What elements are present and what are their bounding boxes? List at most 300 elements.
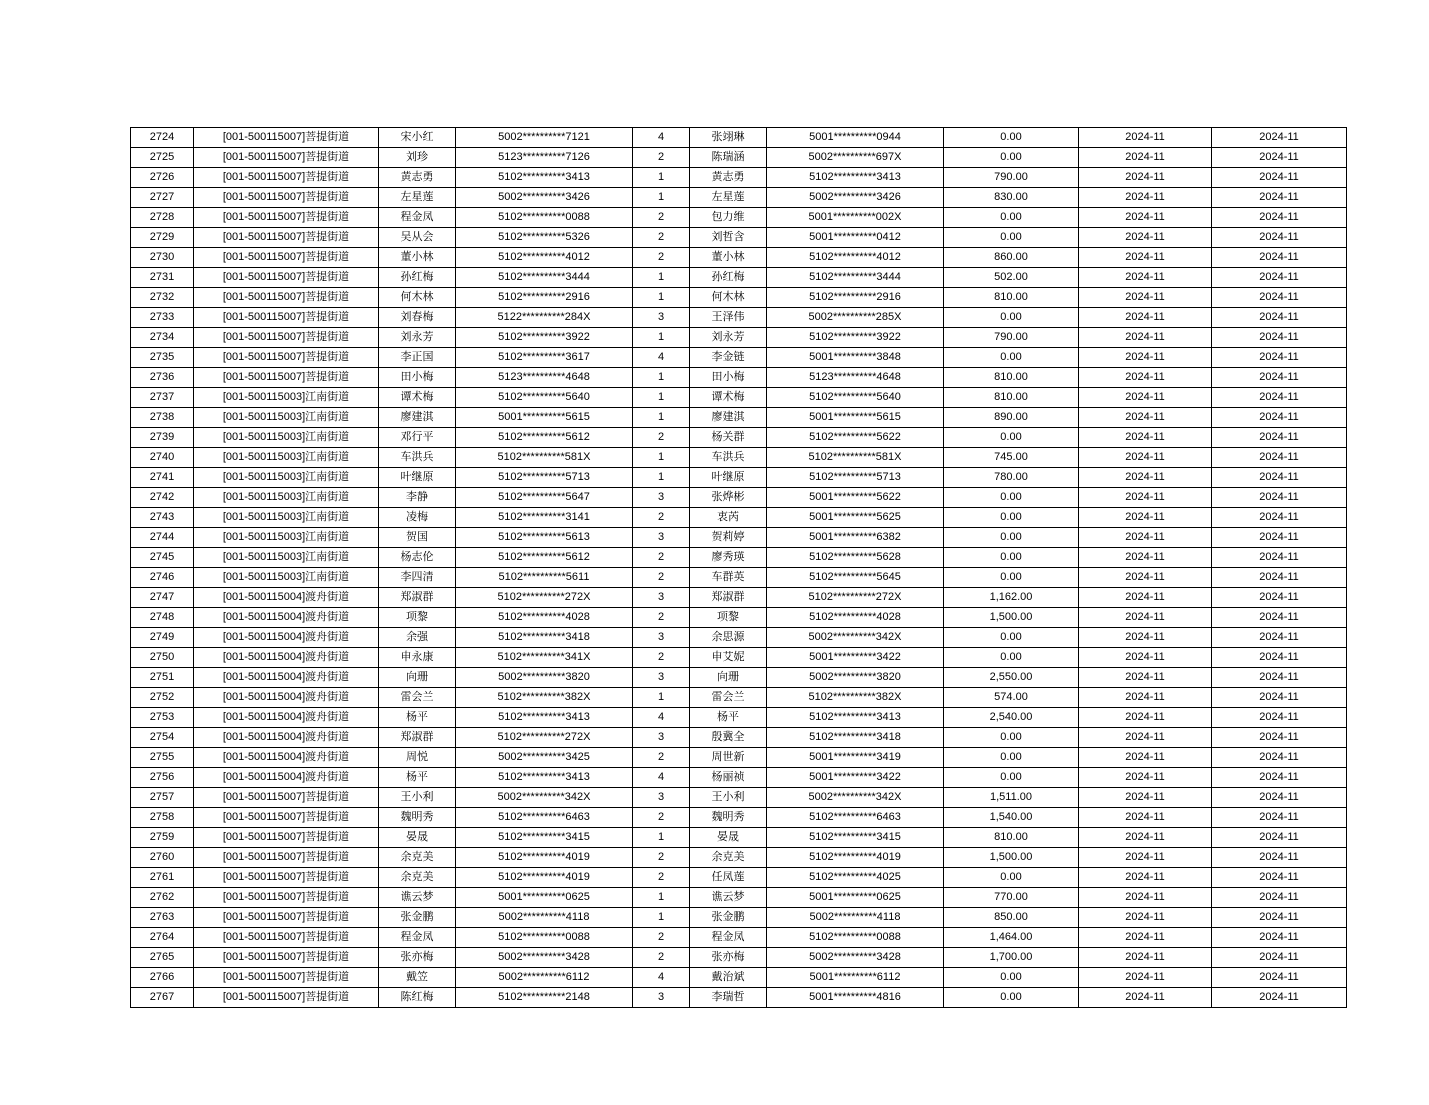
- table-row: [131, 428, 1347, 448]
- cell-org: [001-500115003]江南街道: [194, 528, 379, 548]
- table-row: [131, 948, 1347, 968]
- cell-period: 2024-11: [1079, 608, 1212, 628]
- table-row: [131, 228, 1347, 248]
- cell-seq: 2745: [131, 548, 194, 568]
- cell-org: [001-500115007]菩提街道: [194, 288, 379, 308]
- cell-period: 2024-11: [1079, 888, 1212, 908]
- cell-period2: 2024-11: [1212, 248, 1347, 268]
- cell-name: 程金凤: [379, 928, 456, 948]
- cell-id2: 5001**********3419: [767, 748, 944, 768]
- cell-org: [001-500115007]菩提街道: [194, 308, 379, 328]
- cell-period2: 2024-11: [1212, 528, 1347, 548]
- cell-name2: 黄志勇: [690, 168, 767, 188]
- cell-count: 2: [633, 148, 690, 168]
- cell-seq: 2760: [131, 848, 194, 868]
- cell-id: 5102**********0088: [456, 928, 633, 948]
- cell-name: 申永康: [379, 648, 456, 668]
- cell-org: [001-500115007]菩提街道: [194, 348, 379, 368]
- cell-seq: 2729: [131, 228, 194, 248]
- cell-period: 2024-11: [1079, 948, 1212, 968]
- cell-org: [001-500115004]渡舟街道: [194, 668, 379, 688]
- table-row: [131, 748, 1347, 768]
- cell-period: 2024-11: [1079, 788, 1212, 808]
- cell-period: 2024-11: [1079, 148, 1212, 168]
- cell-id2: 5102**********3413: [767, 708, 944, 728]
- cell-seq: 2726: [131, 168, 194, 188]
- cell-seq: 2741: [131, 468, 194, 488]
- cell-org: [001-500115007]菩提街道: [194, 808, 379, 828]
- cell-period2: 2024-11: [1212, 548, 1347, 568]
- cell-name2: 杨平: [690, 708, 767, 728]
- cell-period2: 2024-11: [1212, 748, 1347, 768]
- cell-name2: 任凤莲: [690, 868, 767, 888]
- cell-amount: 2,550.00: [944, 668, 1079, 688]
- cell-id2: 5001**********6112: [767, 968, 944, 988]
- cell-count: 1: [633, 268, 690, 288]
- cell-seq: 2764: [131, 928, 194, 948]
- cell-id2: 5102**********3444: [767, 268, 944, 288]
- table-row: [131, 708, 1347, 728]
- cell-amount: 890.00: [944, 408, 1079, 428]
- cell-name: 刘永芳: [379, 328, 456, 348]
- cell-id2: 5102**********4028: [767, 608, 944, 628]
- cell-org: [001-500115007]菩提街道: [194, 968, 379, 988]
- table-row: [131, 248, 1347, 268]
- cell-id: 5002**********7121: [456, 128, 633, 148]
- cell-id: 5102**********2148: [456, 988, 633, 1008]
- cell-seq: 2731: [131, 268, 194, 288]
- cell-name2: 车洪兵: [690, 448, 767, 468]
- cell-period2: 2024-11: [1212, 808, 1347, 828]
- cell-id2: 5002**********3428: [767, 948, 944, 968]
- cell-id: 5102**********5326: [456, 228, 633, 248]
- table-row: [131, 348, 1347, 368]
- cell-org: [001-500115007]菩提街道: [194, 228, 379, 248]
- table-row: [131, 828, 1347, 848]
- cell-amount: 0.00: [944, 308, 1079, 328]
- cell-org: [001-500115003]江南街道: [194, 468, 379, 488]
- cell-period: 2024-11: [1079, 248, 1212, 268]
- cell-org: [001-500115007]菩提街道: [194, 868, 379, 888]
- cell-name2: 张烨彬: [690, 488, 767, 508]
- cell-period2: 2024-11: [1212, 128, 1347, 148]
- cell-seq: 2747: [131, 588, 194, 608]
- cell-seq: 2743: [131, 508, 194, 528]
- cell-amount: 0.00: [944, 988, 1079, 1008]
- cell-id2: 5002**********3820: [767, 668, 944, 688]
- cell-name2: 衷芮: [690, 508, 767, 528]
- cell-id: 5102**********341X: [456, 648, 633, 668]
- records-table-body: [131, 128, 1347, 1008]
- cell-id2: 5001**********0625: [767, 888, 944, 908]
- cell-count: 2: [633, 848, 690, 868]
- cell-seq: 2754: [131, 728, 194, 748]
- cell-id2: 5001**********0412: [767, 228, 944, 248]
- cell-name: 吴从会: [379, 228, 456, 248]
- cell-period2: 2024-11: [1212, 568, 1347, 588]
- cell-id2: 5102**********6463: [767, 808, 944, 828]
- cell-org: [001-500115007]菩提街道: [194, 848, 379, 868]
- cell-name: 余克美: [379, 868, 456, 888]
- cell-name: 刘春梅: [379, 308, 456, 328]
- cell-seq: 2740: [131, 448, 194, 468]
- cell-count: 2: [633, 568, 690, 588]
- cell-id2: 5102**********5640: [767, 388, 944, 408]
- table-row: [131, 928, 1347, 948]
- cell-name: 田小梅: [379, 368, 456, 388]
- cell-org: [001-500115007]菩提街道: [194, 828, 379, 848]
- cell-amount: 850.00: [944, 908, 1079, 928]
- cell-name2: 张翊琳: [690, 128, 767, 148]
- cell-seq: 2739: [131, 428, 194, 448]
- cell-period: 2024-11: [1079, 468, 1212, 488]
- table-row: [131, 268, 1347, 288]
- cell-period: 2024-11: [1079, 928, 1212, 948]
- table-row: [131, 628, 1347, 648]
- cell-amount: 770.00: [944, 888, 1079, 908]
- table-row: [131, 488, 1347, 508]
- cell-period2: 2024-11: [1212, 228, 1347, 248]
- cell-name: 魏明秀: [379, 808, 456, 828]
- table-row: [131, 648, 1347, 668]
- records-table: [130, 127, 1347, 1008]
- cell-count: 1: [633, 388, 690, 408]
- cell-id: 5102**********5613: [456, 528, 633, 548]
- cell-id: 5102**********272X: [456, 588, 633, 608]
- cell-period2: 2024-11: [1212, 688, 1347, 708]
- cell-name: 郑淑群: [379, 728, 456, 748]
- cell-count: 1: [633, 688, 690, 708]
- cell-amount: 1,162.00: [944, 588, 1079, 608]
- cell-org: [001-500115004]渡舟街道: [194, 708, 379, 728]
- table-row: [131, 328, 1347, 348]
- cell-period2: 2024-11: [1212, 288, 1347, 308]
- cell-amount: 745.00: [944, 448, 1079, 468]
- cell-period: 2024-11: [1079, 408, 1212, 428]
- table-row: [131, 788, 1347, 808]
- cell-period: 2024-11: [1079, 628, 1212, 648]
- cell-amount: 0.00: [944, 768, 1079, 788]
- table-row: [131, 868, 1347, 888]
- cell-count: 3: [633, 308, 690, 328]
- cell-id: 5102**********0088: [456, 208, 633, 228]
- cell-org: [001-500115003]江南街道: [194, 508, 379, 528]
- cell-amount: 0.00: [944, 868, 1079, 888]
- cell-period2: 2024-11: [1212, 588, 1347, 608]
- cell-id: 5123**********7126: [456, 148, 633, 168]
- cell-name2: 周世新: [690, 748, 767, 768]
- cell-seq: 2735: [131, 348, 194, 368]
- cell-id2: 5001**********3422: [767, 648, 944, 668]
- cell-name2: 车群英: [690, 568, 767, 588]
- cell-id2: 5001**********5622: [767, 488, 944, 508]
- cell-amount: 810.00: [944, 368, 1079, 388]
- cell-count: 2: [633, 508, 690, 528]
- cell-name: 张金鹏: [379, 908, 456, 928]
- cell-count: 3: [633, 588, 690, 608]
- cell-period: 2024-11: [1079, 668, 1212, 688]
- cell-id2: 5102**********2916: [767, 288, 944, 308]
- cell-seq: 2761: [131, 868, 194, 888]
- cell-seq: 2728: [131, 208, 194, 228]
- cell-count: 4: [633, 708, 690, 728]
- cell-period: 2024-11: [1079, 168, 1212, 188]
- cell-seq: 2759: [131, 828, 194, 848]
- cell-name: 贺国: [379, 528, 456, 548]
- cell-name2: 谯云梦: [690, 888, 767, 908]
- cell-count: 3: [633, 668, 690, 688]
- cell-seq: 2767: [131, 988, 194, 1008]
- cell-amount: 1,464.00: [944, 928, 1079, 948]
- cell-count: 2: [633, 248, 690, 268]
- cell-count: 3: [633, 488, 690, 508]
- cell-id2: 5001**********0944: [767, 128, 944, 148]
- cell-period2: 2024-11: [1212, 928, 1347, 948]
- cell-period2: 2024-11: [1212, 308, 1347, 328]
- cell-name2: 田小梅: [690, 368, 767, 388]
- cell-period2: 2024-11: [1212, 368, 1347, 388]
- cell-id2: 5002**********3426: [767, 188, 944, 208]
- cell-name: 杨志伦: [379, 548, 456, 568]
- cell-amount: 574.00: [944, 688, 1079, 708]
- cell-id: 5102**********4028: [456, 608, 633, 628]
- cell-period2: 2024-11: [1212, 728, 1347, 748]
- cell-period2: 2024-11: [1212, 428, 1347, 448]
- table-row: [131, 588, 1347, 608]
- cell-name: 余强: [379, 628, 456, 648]
- cell-period2: 2024-11: [1212, 648, 1347, 668]
- cell-period2: 2024-11: [1212, 868, 1347, 888]
- cell-org: [001-500115007]菩提街道: [194, 188, 379, 208]
- cell-name2: 殷冀全: [690, 728, 767, 748]
- cell-amount: 810.00: [944, 288, 1079, 308]
- cell-count: 1: [633, 368, 690, 388]
- cell-id2: 5102**********0088: [767, 928, 944, 948]
- cell-id: 5102**********272X: [456, 728, 633, 748]
- cell-name: 晏晟: [379, 828, 456, 848]
- cell-id2: 5102**********3922: [767, 328, 944, 348]
- cell-id: 5122**********284X: [456, 308, 633, 328]
- cell-period: 2024-11: [1079, 548, 1212, 568]
- cell-amount: 0.00: [944, 748, 1079, 768]
- cell-org: [001-500115004]渡舟街道: [194, 748, 379, 768]
- cell-period: 2024-11: [1079, 988, 1212, 1008]
- cell-period2: 2024-11: [1212, 328, 1347, 348]
- cell-count: 3: [633, 628, 690, 648]
- cell-id2: 5102**********3418: [767, 728, 944, 748]
- cell-name: 宋小红: [379, 128, 456, 148]
- table-row: [131, 688, 1347, 708]
- cell-period: 2024-11: [1079, 208, 1212, 228]
- cell-count: 1: [633, 288, 690, 308]
- cell-name: 孙红梅: [379, 268, 456, 288]
- cell-id: 5102**********3617: [456, 348, 633, 368]
- cell-period2: 2024-11: [1212, 468, 1347, 488]
- table-row: [131, 528, 1347, 548]
- cell-name2: 王小利: [690, 788, 767, 808]
- cell-id2: 5002**********697X: [767, 148, 944, 168]
- cell-org: [001-500115007]菩提街道: [194, 248, 379, 268]
- cell-period: 2024-11: [1079, 828, 1212, 848]
- cell-id2: 5001**********4816: [767, 988, 944, 1008]
- cell-name2: 杨丽祯: [690, 768, 767, 788]
- cell-org: [001-500115004]渡舟街道: [194, 648, 379, 668]
- cell-name: 凌梅: [379, 508, 456, 528]
- cell-amount: 0.00: [944, 348, 1079, 368]
- cell-id: 5102**********5647: [456, 488, 633, 508]
- cell-amount: 1,511.00: [944, 788, 1079, 808]
- cell-seq: 2733: [131, 308, 194, 328]
- cell-name: 项黎: [379, 608, 456, 628]
- cell-name: 张亦梅: [379, 948, 456, 968]
- cell-count: 4: [633, 348, 690, 368]
- cell-count: 2: [633, 208, 690, 228]
- cell-id: 5002**********3820: [456, 668, 633, 688]
- cell-id: 5102**********3418: [456, 628, 633, 648]
- table-row: [131, 988, 1347, 1008]
- cell-name: 谯云梦: [379, 888, 456, 908]
- table-row: [131, 808, 1347, 828]
- table-row: [131, 968, 1347, 988]
- cell-count: 1: [633, 188, 690, 208]
- cell-seq: 2751: [131, 668, 194, 688]
- cell-count: 3: [633, 528, 690, 548]
- cell-name2: 晏晟: [690, 828, 767, 848]
- cell-seq: 2758: [131, 808, 194, 828]
- cell-name2: 孙红梅: [690, 268, 767, 288]
- cell-org: [001-500115007]菩提街道: [194, 208, 379, 228]
- cell-amount: 1,540.00: [944, 808, 1079, 828]
- cell-period: 2024-11: [1079, 528, 1212, 548]
- cell-period: 2024-11: [1079, 128, 1212, 148]
- cell-period: 2024-11: [1079, 188, 1212, 208]
- cell-seq: 2748: [131, 608, 194, 628]
- cell-period: 2024-11: [1079, 588, 1212, 608]
- cell-period: 2024-11: [1079, 768, 1212, 788]
- cell-name2: 叶继原: [690, 468, 767, 488]
- cell-id: 5102**********3922: [456, 328, 633, 348]
- cell-name2: 包力维: [690, 208, 767, 228]
- cell-count: 4: [633, 768, 690, 788]
- cell-name: 向珊: [379, 668, 456, 688]
- table-row: [131, 668, 1347, 688]
- cell-id: 5102**********4019: [456, 848, 633, 868]
- cell-id: 5102**********581X: [456, 448, 633, 468]
- cell-name2: 陈瑞涵: [690, 148, 767, 168]
- cell-amount: 1,500.00: [944, 848, 1079, 868]
- cell-name: 廖建淇: [379, 408, 456, 428]
- cell-seq: 2724: [131, 128, 194, 148]
- cell-id2: 5001**********3848: [767, 348, 944, 368]
- cell-id: 5102**********3413: [456, 168, 633, 188]
- cell-id2: 5102**********4025: [767, 868, 944, 888]
- cell-period2: 2024-11: [1212, 668, 1347, 688]
- table-row: [131, 128, 1347, 148]
- cell-id: 5102**********5713: [456, 468, 633, 488]
- cell-amount: 860.00: [944, 248, 1079, 268]
- cell-amount: 502.00: [944, 268, 1079, 288]
- cell-id: 5102**********3413: [456, 768, 633, 788]
- cell-count: 3: [633, 788, 690, 808]
- cell-name2: 刘哲含: [690, 228, 767, 248]
- cell-name2: 何木林: [690, 288, 767, 308]
- cell-amount: 780.00: [944, 468, 1079, 488]
- cell-period2: 2024-11: [1212, 948, 1347, 968]
- cell-amount: 0.00: [944, 628, 1079, 648]
- cell-count: 2: [633, 428, 690, 448]
- cell-name: 董小林: [379, 248, 456, 268]
- cell-org: [001-500115004]渡舟街道: [194, 628, 379, 648]
- cell-name2: 李瑞哲: [690, 988, 767, 1008]
- cell-org: [001-500115003]江南街道: [194, 548, 379, 568]
- cell-name: 程金凤: [379, 208, 456, 228]
- cell-amount: 810.00: [944, 828, 1079, 848]
- cell-period2: 2024-11: [1212, 628, 1347, 648]
- cell-count: 2: [633, 548, 690, 568]
- cell-period: 2024-11: [1079, 388, 1212, 408]
- cell-count: 1: [633, 468, 690, 488]
- cell-id2: 5102**********3415: [767, 828, 944, 848]
- cell-seq: 2765: [131, 948, 194, 968]
- cell-seq: 2736: [131, 368, 194, 388]
- cell-name2: 刘永芳: [690, 328, 767, 348]
- cell-seq: 2727: [131, 188, 194, 208]
- cell-name2: 戴治斌: [690, 968, 767, 988]
- cell-id2: 5001**********6382: [767, 528, 944, 548]
- cell-period: 2024-11: [1079, 648, 1212, 668]
- cell-amount: 0.00: [944, 568, 1079, 588]
- cell-count: 1: [633, 888, 690, 908]
- cell-period2: 2024-11: [1212, 908, 1347, 928]
- cell-name: 杨平: [379, 768, 456, 788]
- cell-org: [001-500115007]菩提街道: [194, 948, 379, 968]
- cell-period: 2024-11: [1079, 488, 1212, 508]
- cell-id: 5102**********5640: [456, 388, 633, 408]
- cell-org: [001-500115007]菩提街道: [194, 988, 379, 1008]
- cell-name: 余克美: [379, 848, 456, 868]
- cell-count: 2: [633, 748, 690, 768]
- cell-amount: 0.00: [944, 648, 1079, 668]
- cell-id: 5002**********3428: [456, 948, 633, 968]
- table-row: [131, 388, 1347, 408]
- cell-org: [001-500115007]菩提街道: [194, 908, 379, 928]
- cell-period2: 2024-11: [1212, 388, 1347, 408]
- cell-count: 4: [633, 968, 690, 988]
- cell-count: 2: [633, 228, 690, 248]
- cell-amount: 0.00: [944, 548, 1079, 568]
- cell-id: 5001**********0625: [456, 888, 633, 908]
- cell-period2: 2024-11: [1212, 848, 1347, 868]
- cell-name: 车洪兵: [379, 448, 456, 468]
- cell-name2: 廖建淇: [690, 408, 767, 428]
- cell-id: 5102**********3415: [456, 828, 633, 848]
- cell-id: 5102**********2916: [456, 288, 633, 308]
- cell-id2: 5102**********5628: [767, 548, 944, 568]
- cell-period2: 2024-11: [1212, 788, 1347, 808]
- table-row: [131, 568, 1347, 588]
- cell-name2: 贺莉婷: [690, 528, 767, 548]
- cell-count: 4: [633, 128, 690, 148]
- table-row: [131, 608, 1347, 628]
- table-row: [131, 548, 1347, 568]
- cell-count: 1: [633, 408, 690, 428]
- table-row: [131, 728, 1347, 748]
- cell-id2: 5102**********382X: [767, 688, 944, 708]
- cell-name2: 申艾妮: [690, 648, 767, 668]
- cell-amount: 830.00: [944, 188, 1079, 208]
- table-row: [131, 768, 1347, 788]
- cell-period: 2024-11: [1079, 868, 1212, 888]
